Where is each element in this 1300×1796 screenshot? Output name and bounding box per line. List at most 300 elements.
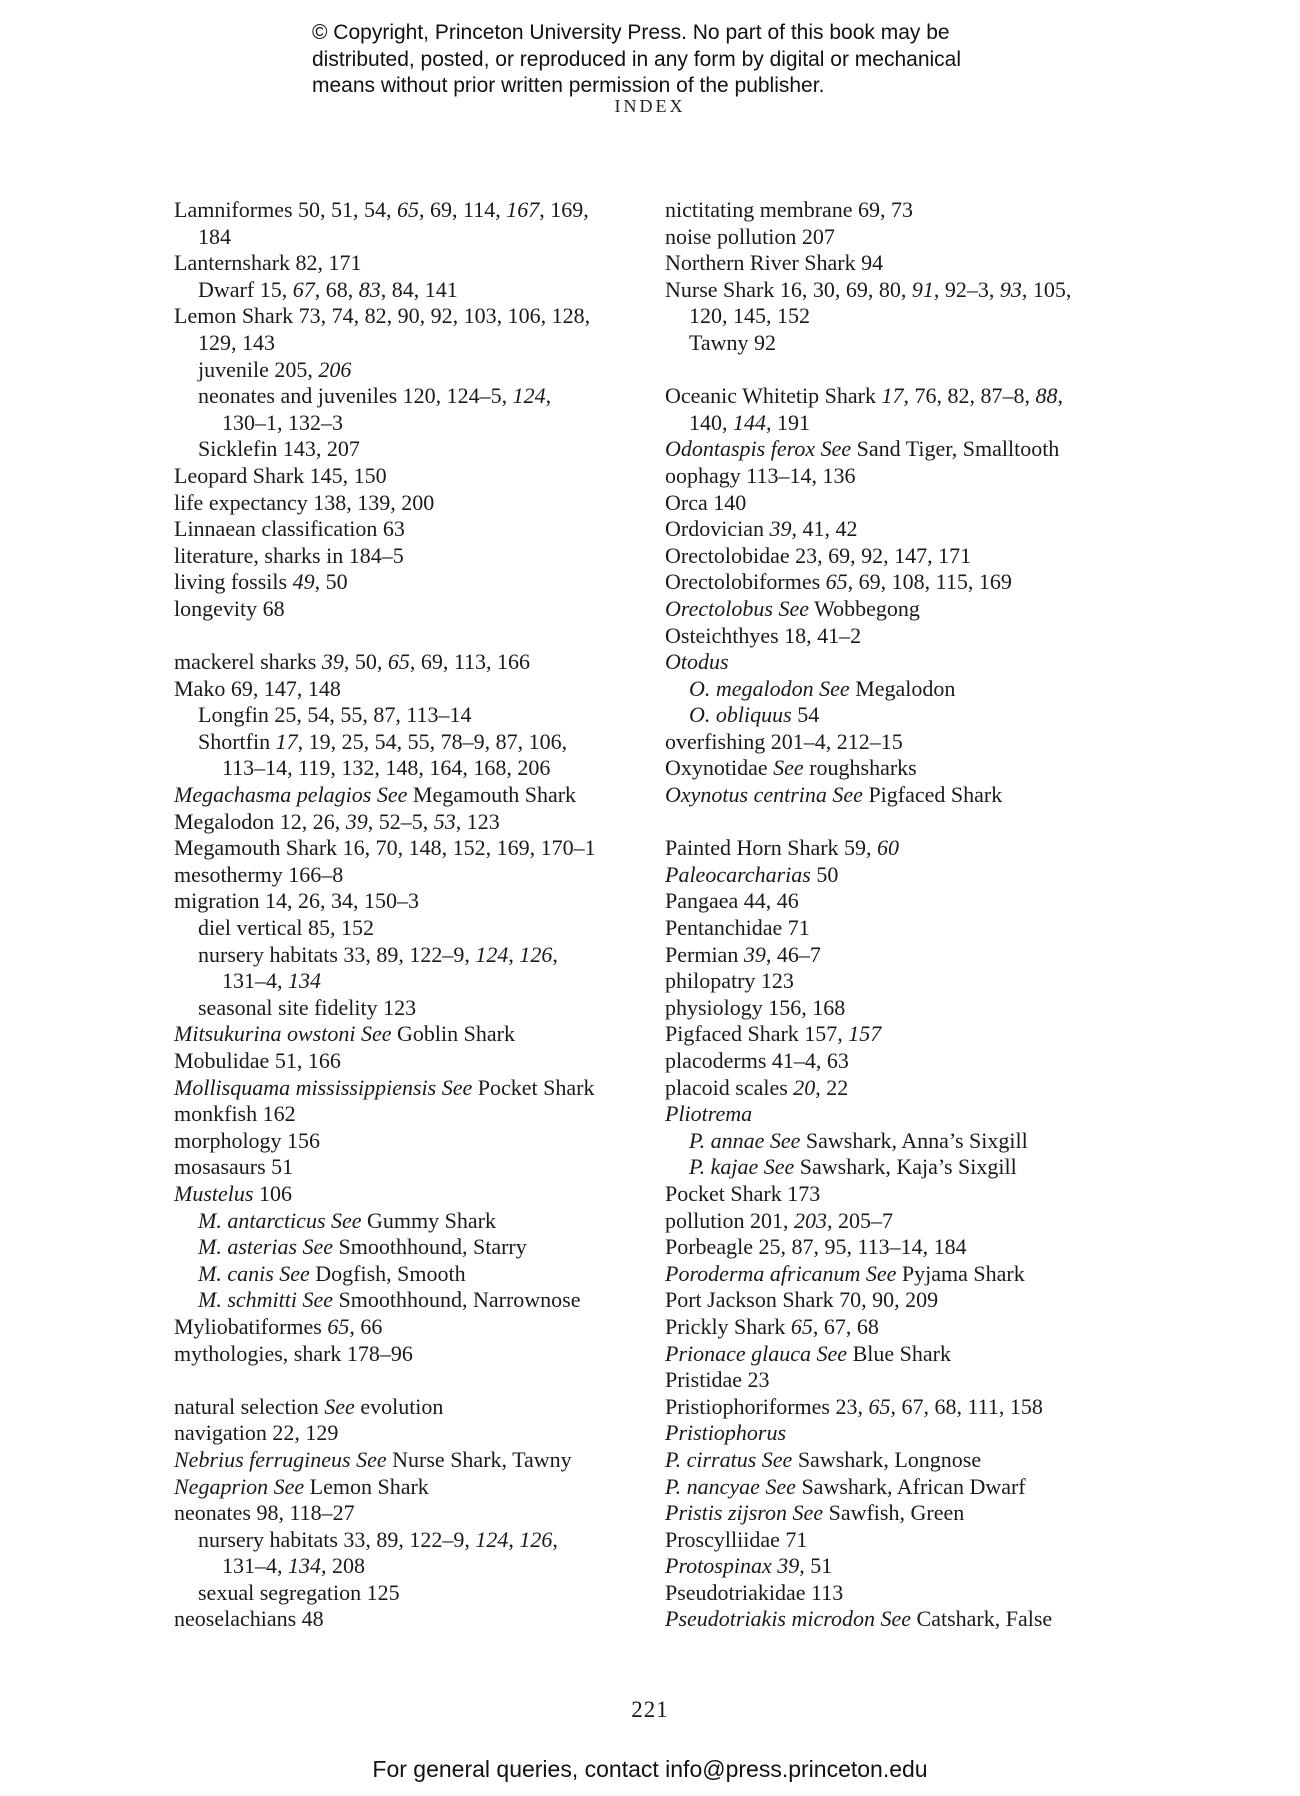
section-gap (665, 809, 1185, 836)
entry-text: noise pollution 207 (665, 223, 835, 249)
entry-text: Oxynotus centrina See (665, 782, 863, 808)
entry-text: Oxynotidae (665, 755, 774, 781)
entry-text: 88 (1035, 383, 1058, 409)
entry-text: Otodus (665, 649, 729, 675)
entry-text: , 84, 141 (380, 276, 458, 302)
entry-text: neoselachians 48 (174, 1606, 324, 1632)
entry-text: 124 (475, 1526, 509, 1552)
entry-text: Pentanchidae 71 (665, 915, 810, 941)
entry-text: See (773, 755, 804, 781)
entry-text: Pocket Shark (472, 1074, 595, 1100)
index-subentry (174, 755, 654, 782)
index-entry (665, 835, 1185, 862)
section-gap (174, 623, 654, 650)
index-entry (174, 1606, 654, 1633)
entry-text: Lemon Shark (304, 1473, 429, 1499)
entry-text: oophagy 113–14, 136 (665, 462, 856, 488)
entry-text: 126 (519, 941, 553, 967)
entry-text: Sawshark, African Dwarf (795, 1473, 1026, 1499)
entry-text: Oceanic Whitetip Shark (665, 383, 882, 409)
copyright-notice (312, 20, 1032, 100)
index-entry (174, 490, 654, 517)
entry-text: Sawshark, Longnose (792, 1446, 982, 1472)
entry-text: navigation 22, 129 (174, 1420, 339, 1446)
index-entry (665, 516, 1185, 543)
entry-text: Nurse Shark, Tawny (386, 1446, 572, 1472)
entry-text: 39 (321, 649, 344, 675)
entry-text: 131–4, (222, 1553, 288, 1579)
entry-text: neonates and juveniles 120, 124–5, (198, 383, 513, 409)
index-subentry (174, 1580, 654, 1607)
entry-text: longevity 68 (174, 595, 285, 621)
entry-text: Mobulidae 51, 166 (174, 1048, 341, 1073)
index-subentry (665, 330, 1185, 357)
entry-text: 144 (733, 409, 766, 435)
index-entry (665, 1314, 1185, 1341)
index-entry (174, 1474, 654, 1501)
entry-text: Catshark, False (911, 1606, 1053, 1632)
entry-text: Goblin Shark (391, 1021, 515, 1047)
entry-text: Mollisquama mississippiensis See (174, 1074, 473, 1100)
entry-text: , 51 (799, 1553, 833, 1579)
index-entry (174, 1447, 654, 1474)
index-entry (174, 1420, 654, 1447)
entry-text: M. canis See (198, 1260, 310, 1286)
entry-text: nursery habitats 33, 89, 122–9, (198, 1526, 476, 1552)
entry-text: life expectancy 138, 139, 200 (174, 489, 435, 515)
entry-text: , 123 (455, 808, 500, 834)
entry-text: Linnaean classification 63 (174, 516, 405, 542)
entry-text: Mako 69, 147, 148 (174, 675, 341, 701)
entry-text: , 69, 108, 115, 169 (847, 569, 1012, 595)
entry-text: 39 (777, 1553, 800, 1579)
index-entry (174, 1181, 654, 1208)
entry-text: Pseudotriakidae 113 (665, 1579, 844, 1605)
index-entry (665, 649, 1185, 676)
entry-text: Pseudotriakis microdon See (665, 1606, 912, 1632)
index-entry (665, 250, 1185, 277)
index-entry (174, 862, 654, 889)
entry-text: Lanternshark 82, 171 (174, 250, 362, 276)
entry-text: Dogfish, Smooth (309, 1260, 466, 1286)
entry-text: 50 (810, 861, 839, 887)
entry-text: 134 (288, 1553, 321, 1579)
index-subentry (174, 702, 654, 729)
entry-text: placoderms 41–4, 63 (665, 1048, 849, 1073)
index-subentry (174, 410, 654, 437)
entry-text: mosasaurs 51 (174, 1154, 294, 1180)
index-entry (174, 197, 654, 224)
entry-text: , 50, (343, 649, 388, 675)
entry-text: 20 (793, 1074, 816, 1100)
entry-text: , 69, 114, (419, 197, 507, 222)
index-entry (174, 1500, 654, 1527)
entry-text: , (508, 1526, 520, 1552)
index-subentry (174, 436, 654, 463)
section-gap (665, 357, 1185, 384)
entry-text: Megachasma pelagios See (174, 782, 408, 808)
index-entry (665, 1394, 1185, 1421)
index-entry (665, 1341, 1185, 1368)
index-subentry (174, 942, 654, 969)
index-entry (665, 968, 1185, 995)
entry-text: , (552, 1526, 558, 1552)
entry-text: Pliotrema (665, 1101, 753, 1127)
entry-text: , 67, 68 (812, 1313, 879, 1339)
entry-text: O. megalodon See (689, 675, 850, 701)
entry-text: Megamouth Shark 16, 70, 148, 152, 169, 170–1 (174, 835, 596, 861)
entry-text: , (508, 941, 520, 967)
entry-text: 65 (868, 1393, 891, 1419)
entry-text: Lamniformes 50, 51, 54, (174, 197, 398, 222)
entry-text: , 50 (314, 569, 348, 595)
entry-text: 167 (506, 197, 540, 222)
index-entry (665, 1527, 1185, 1554)
entry-text: 184 (198, 223, 231, 249)
entry-text: P. annae See (689, 1127, 801, 1153)
index-entry (665, 1048, 1185, 1075)
entry-text: , 68, (314, 276, 359, 302)
index-entry (665, 888, 1185, 915)
index-entry (665, 942, 1185, 969)
index-entry (174, 649, 654, 676)
entry-text: , (545, 383, 552, 409)
index-subentry (174, 915, 654, 942)
entry-text: , 92–3, (933, 276, 1000, 302)
entry-text: Odontaspis ferox See (665, 436, 852, 462)
index-subentry (174, 1287, 654, 1314)
entry-text: Sawfish, Green (823, 1500, 965, 1526)
entry-text: , (552, 941, 558, 967)
entry-text: M. schmitti See (198, 1287, 334, 1313)
index-entry (665, 1261, 1185, 1288)
entry-text: physiology 156, 168 (665, 994, 846, 1020)
entry-text: Orca 140 (665, 489, 747, 515)
index-entry (665, 224, 1185, 251)
entry-text: mythologies, shark 178–96 (174, 1340, 413, 1366)
entry-text: See (324, 1393, 355, 1419)
index-subentry (174, 729, 654, 756)
entry-text: 17 (881, 383, 904, 409)
section-gap (174, 1367, 654, 1394)
index-subentry (174, 1553, 654, 1580)
running-head: INDEX (614, 96, 686, 116)
entry-text: Pristis zijsron See (665, 1500, 824, 1526)
entry-text: 65 (397, 197, 420, 222)
entry-text: 124 (475, 941, 509, 967)
index-entry (174, 1154, 654, 1181)
index-subentry (174, 1527, 654, 1554)
index-subentry (174, 1208, 654, 1235)
index-entry (665, 1367, 1185, 1394)
index-entry (665, 782, 1185, 809)
entry-text: Megalodon 12, 26, (174, 808, 346, 834)
index-entry (665, 1474, 1185, 1501)
entry-text: 65 (327, 1313, 350, 1339)
entry-text: 126 (519, 1526, 553, 1552)
entry-text: Myliobatiformes (174, 1313, 328, 1339)
entry-text: 206 (318, 356, 352, 382)
entry-text: , 52–5, (367, 808, 434, 834)
entry-text: Pyjama Shark (896, 1260, 1025, 1286)
entry-text: philopatry 123 (665, 968, 794, 994)
index-entry (174, 1075, 654, 1102)
index-entry (665, 1234, 1185, 1261)
entry-text: 65 (387, 649, 410, 675)
entry-text: living fossils (174, 569, 293, 595)
entry-text: 39 (345, 808, 368, 834)
index-entry (665, 1500, 1185, 1527)
entry-text: Negaprion See (174, 1473, 305, 1499)
entry-text: Osteichthyes 18, 41–2 (665, 622, 862, 648)
entry-text: Orectolobiformes (665, 569, 826, 595)
entry-text: 17 (275, 728, 298, 754)
entry-text: Gummy Shark (361, 1207, 496, 1233)
index-entry (174, 888, 654, 915)
entry-text: Longfin 25, 54, 55, 87, 113–14 (198, 702, 472, 728)
index-entry (174, 596, 654, 623)
index-entry (665, 1553, 1185, 1580)
entry-text: Sand Tiger, Smalltooth (851, 436, 1060, 462)
entry-text: Orectolobus See (665, 595, 809, 621)
entry-text: Tawny 92 (689, 329, 777, 355)
entry-text: 203 (793, 1207, 827, 1233)
entry-text: Smoothhound, Starry (333, 1234, 527, 1260)
entry-text: Porbeagle 25, 87, 95, 113–14, 184 (665, 1234, 967, 1260)
entry-text: 53 (433, 808, 456, 834)
entry-text: 131–4, (222, 968, 288, 994)
entry-text: O. obliquus (689, 702, 792, 728)
entry-text: 54 (791, 702, 820, 728)
index-entry (174, 303, 654, 330)
index-entry (174, 543, 654, 570)
index-entry (174, 1394, 654, 1421)
index-entry (665, 569, 1185, 596)
entry-text: diel vertical 85, 152 (198, 915, 374, 941)
entry-text: Mitsukurina owstoni See (174, 1021, 392, 1047)
index-entry (665, 755, 1185, 782)
entry-text: Prickly Shark (665, 1313, 791, 1339)
entry-text: sexual segregation 125 (198, 1579, 400, 1605)
index-subentry (174, 277, 654, 304)
index-entry (665, 463, 1185, 490)
index-entry (665, 490, 1185, 517)
entry-text: mackerel sharks (174, 649, 322, 675)
index-entry (174, 1314, 654, 1341)
entry-text: 67 (292, 276, 315, 302)
entry-text: 157 (848, 1021, 882, 1047)
index-entry (174, 1341, 654, 1368)
copyright-line: means without prior written permission of the publisher. (312, 74, 825, 97)
index-entry (174, 250, 654, 277)
entry-text: Sawshark, Kaja’s Sixgill (794, 1154, 1017, 1180)
footer-contact: For general queries, contact info@press.princeton.edu (372, 1756, 928, 1782)
index-entry (174, 809, 654, 836)
index-entry (174, 516, 654, 543)
index-entry (665, 383, 1185, 410)
entry-text: , 69, 113, 166 (409, 649, 531, 675)
index-entry (665, 596, 1185, 623)
entry-text: morphology 156 (174, 1127, 321, 1153)
index-entry (665, 995, 1185, 1022)
entry-text: , 66 (349, 1313, 383, 1339)
index-entry (174, 330, 654, 357)
index-entry (665, 1420, 1185, 1447)
entry-text: 60 (877, 835, 900, 861)
index-entry (665, 729, 1185, 756)
entry-text: P. kajae See (689, 1154, 795, 1180)
entry-text: P. nancyae See (665, 1473, 796, 1499)
entry-text: , 208 (321, 1553, 365, 1579)
entry-text: Prionace glauca See (665, 1340, 848, 1366)
entry-text: , 19, 25, 54, 55, 78–9, 87, 106, (297, 728, 568, 754)
entry-text: 91 (911, 276, 934, 302)
entry-text: 130–1, 132–3 (222, 409, 343, 435)
index-column-left (174, 197, 654, 1633)
index-entry (174, 1048, 654, 1075)
entry-text: 134 (288, 968, 321, 994)
entry-text: Ordovician (665, 516, 770, 542)
entry-text: Blue Shark (847, 1340, 951, 1366)
index-subentry (174, 995, 654, 1022)
index-subentry (665, 702, 1185, 729)
entry-text: Lemon Shark 73, 74, 82, 90, 92, 103, 106, 128, (174, 303, 591, 329)
entry-text: 93 (999, 276, 1022, 302)
entry-text: Dwarf 15, (198, 276, 293, 302)
entry-text: , 205–7 (826, 1207, 893, 1233)
entry-text: Poroderma africanum See (665, 1260, 897, 1286)
entry-text: evolution (354, 1393, 444, 1419)
index-subentry (665, 1154, 1185, 1181)
entry-text: Megamouth Shark (407, 782, 577, 808)
entry-text: , 191 (766, 409, 810, 435)
entry-text: 39 (743, 941, 766, 967)
index-entry (665, 543, 1185, 570)
entry-text: 83 (358, 276, 381, 302)
copyright-line: distributed, posted, or reproduced in any form by digital or mechanical (312, 47, 962, 71)
entry-text: , 105, (1021, 276, 1072, 302)
entry-text: Sicklefin 143, 207 (198, 436, 360, 462)
entry-text: Pangaea 44, 46 (665, 888, 799, 914)
copyright-line: © Copyright, Princeton University Press. No part of this book may be (312, 21, 950, 44)
entry-text: Megalodon (849, 675, 956, 701)
entry-text: placoid scales (665, 1074, 794, 1100)
index-entry (665, 1075, 1185, 1102)
entry-text: Nebrius ferrugineus See (174, 1446, 387, 1472)
index-entry (665, 410, 1185, 437)
entry-text: , 22 (815, 1074, 849, 1100)
index-entry (665, 1101, 1185, 1128)
entry-text: , 67, 68, 111, 158 (890, 1393, 1043, 1419)
entry-text: 140, (689, 409, 733, 435)
index-entry (665, 1208, 1185, 1235)
entry-text: 65 (790, 1313, 813, 1339)
index-entry (665, 1021, 1185, 1048)
entry-text: nursery habitats 33, 89, 122–9, (198, 941, 476, 967)
entry-text: overfishing 201–4, 212–15 (665, 728, 903, 754)
entry-text: 106 (253, 1180, 292, 1206)
entry-text: 129, 143 (198, 329, 275, 355)
index-entry (665, 1181, 1185, 1208)
entry-text: , 76, 82, 87–8, (903, 383, 1036, 409)
entry-text: Sawshark, Anna’s Sixgill (800, 1127, 1028, 1153)
entry-text: Pristiophorus (665, 1420, 787, 1446)
entry-text: , (1057, 383, 1063, 409)
index-subentry (174, 383, 654, 410)
entry-text: P. cirratus See (665, 1446, 793, 1472)
index-entry (174, 1101, 654, 1128)
entry-text: Protospinax (665, 1553, 772, 1579)
entry-text: natural selection (174, 1393, 325, 1419)
entry-text: Pocket Shark 173 (665, 1180, 821, 1206)
index-entry (174, 676, 654, 703)
entry-text: Permian (665, 941, 744, 967)
entry-text: Shortfin (198, 728, 276, 754)
entry-text: 120, 145, 152 (689, 303, 810, 329)
entry-text: 39 (769, 516, 792, 542)
entry-text: Northern River Shark 94 (665, 250, 884, 276)
entry-text: 65 (825, 569, 848, 595)
entry-text: pollution 201, (665, 1207, 794, 1233)
entry-text: M. antarcticus See (198, 1207, 362, 1233)
entry-text: migration 14, 26, 34, 150–3 (174, 888, 420, 914)
index-entry (174, 463, 654, 490)
entry-text: Painted Horn Shark 59, (665, 835, 878, 861)
index-subentry (665, 1128, 1185, 1155)
page-number: 221 (631, 1697, 669, 1722)
index-subentry (174, 968, 654, 995)
entry-text: , 41, 42 (791, 516, 858, 542)
entry-text: seasonal site fidelity 123 (198, 994, 417, 1020)
index-entry (665, 436, 1185, 463)
entry-text: Pristidae 23 (665, 1367, 770, 1393)
index-entry (174, 1128, 654, 1155)
entry-text: Nurse Shark 16, 30, 69, 80, (665, 276, 912, 302)
index-subentry (174, 1234, 654, 1261)
entry-text: roughsharks (803, 755, 917, 781)
entry-text: Leopard Shark 145, 150 (174, 462, 387, 488)
index-entry (665, 862, 1185, 889)
entry-text: M. asterias See (198, 1234, 334, 1260)
entry-text: neonates 98, 118–27 (174, 1500, 355, 1526)
entry-text: Paleocarcharias (665, 861, 811, 887)
index-entry (665, 1447, 1185, 1474)
index-entry (665, 623, 1185, 650)
index-entry (174, 1021, 654, 1048)
index-entry (665, 1606, 1185, 1633)
entry-text: Pigfaced Shark 157, (665, 1021, 849, 1047)
index-entry (665, 197, 1185, 224)
entry-text: juvenile 205, (198, 356, 319, 382)
entry-text: Pigfaced Shark (862, 782, 1003, 808)
entry-text: Wobbegong (808, 595, 920, 621)
index-entry (665, 277, 1185, 304)
entry-text: , 46–7 (765, 941, 821, 967)
entry-text: Smoothhound, Narrownose (333, 1287, 581, 1313)
entry-text: 124 (512, 383, 546, 409)
entry-text: 113–14, 119, 132, 148, 164, 168, 206 (222, 755, 551, 781)
entry-text: monkfish 162 (174, 1101, 296, 1127)
index-entry (174, 569, 654, 596)
index-entry (665, 915, 1185, 942)
entry-text: nictitating membrane 69, 73 (665, 197, 914, 222)
index-entry (665, 303, 1185, 330)
index-entry (665, 1580, 1185, 1607)
index-subentry (174, 1261, 654, 1288)
entry-text: 49 (292, 569, 315, 595)
entry-text: literature, sharks in 184–5 (174, 542, 404, 568)
entry-text: mesothermy 166–8 (174, 861, 344, 887)
